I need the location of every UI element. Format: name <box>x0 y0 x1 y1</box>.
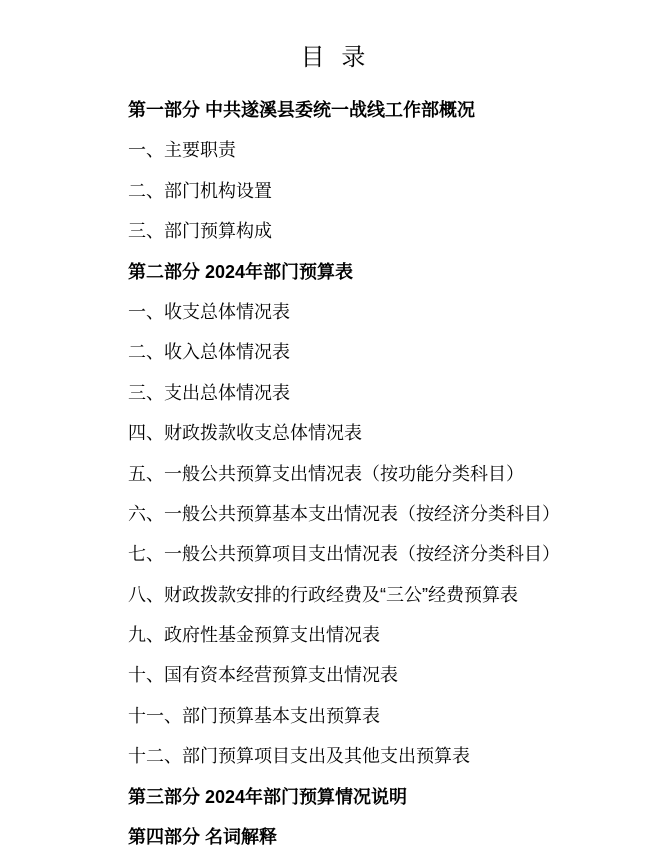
table-of-contents <box>128 90 631 857</box>
toc-item: 十一、部门预算基本支出预算表 <box>128 705 380 726</box>
toc-item: 七、一般公共预算项目支出情况表（按经济分类科目） <box>128 544 560 565</box>
toc-item: 八、财政拨款安排的行政经费及“三公”经费预算表 <box>128 584 518 605</box>
toc-item: 五、一般公共预算支出情况表（按功能分类科目） <box>128 463 524 484</box>
toc-item: 二、部门机构设置 <box>128 180 272 201</box>
toc-item: 六、一般公共预算基本支出情况表（按经济分类科目） <box>128 503 560 524</box>
toc-section-heading: 第四部分 名词解释 <box>128 827 278 848</box>
toc-item: 一、收支总体情况表 <box>128 301 290 322</box>
toc-section-heading: 第一部分 中共遂溪县委统一战线工作部概况 <box>128 100 475 120</box>
toc-item: 十二、部门预算项目支出及其他支出预算表 <box>128 746 470 767</box>
toc-section-heading: 第二部分 2024年部门预算表 <box>128 261 354 282</box>
toc-item: 一、主要职责 <box>128 140 236 161</box>
toc-section-heading: 第三部分 2024年部门预算情况说明 <box>128 786 408 807</box>
toc-item: 三、支出总体情况表 <box>128 382 290 403</box>
page-title: 目 录 <box>300 44 371 71</box>
toc-item: 三、部门预算构成 <box>128 221 272 242</box>
toc-item: 四、财政拨款收支总体情况表 <box>128 423 362 444</box>
toc-item: 二、收入总体情况表 <box>128 342 290 363</box>
toc-item: 十、国有资本经营预算支出情况表 <box>128 665 398 686</box>
toc-item: 九、政府性基金预算支出情况表 <box>128 625 380 646</box>
